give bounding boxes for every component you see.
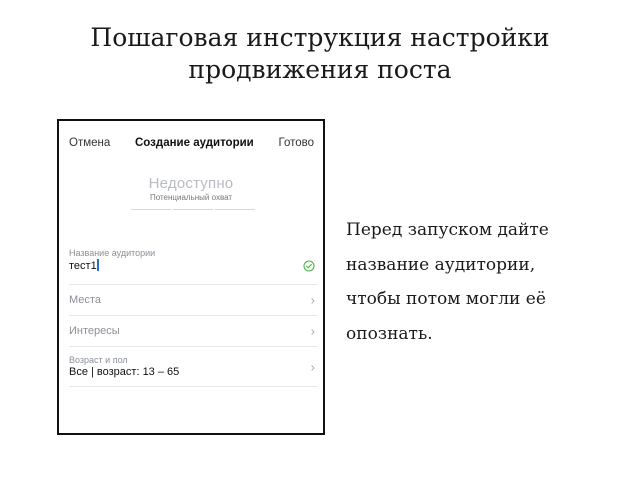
reach-divider	[131, 209, 255, 210]
slide-title-line-1: Пошаговая инструкция настройки	[90, 23, 550, 52]
interests-row[interactable]	[69, 316, 317, 347]
text-caret	[97, 259, 99, 271]
chevron-right-icon: ›	[310, 359, 315, 374]
navigation-bar	[59, 121, 323, 165]
slide-title	[0, 22, 640, 86]
slide-title-line-2: продвижения поста	[188, 55, 452, 84]
age-gender-label: Возраст и пол	[69, 355, 128, 365]
phone-screenshot	[57, 119, 325, 435]
places-label: Места	[69, 294, 101, 306]
places-row[interactable]	[69, 285, 317, 316]
slide-description	[346, 213, 636, 351]
reach-value: Недоступно	[148, 175, 234, 192]
audience-name-input[interactable]: тест1	[69, 260, 97, 272]
interests-label: Интересы	[69, 325, 120, 337]
description-line: Перед запуском дайте	[346, 220, 549, 240]
description-line: опознать.	[346, 323, 433, 344]
done-button[interactable]: Готово	[278, 137, 314, 149]
age-gender-row[interactable]	[69, 347, 317, 387]
check-circle-icon	[303, 260, 315, 272]
chevron-right-icon: ›	[310, 292, 315, 308]
audience-name-field[interactable]	[69, 248, 317, 285]
potential-reach	[59, 175, 323, 202]
cancel-button[interactable]: Отмена	[69, 137, 111, 149]
screen-title: Создание аудитории	[135, 137, 254, 149]
description-line: чтобы потом могли её	[346, 289, 546, 309]
chevron-right-icon: ›	[310, 323, 315, 339]
description-line: название аудитории,	[346, 254, 536, 275]
reach-caption: Потенциальный охват	[149, 193, 233, 202]
audience-name-label: Название аудитории	[69, 248, 156, 258]
age-gender-value: Все | возраст: 13 – 65	[69, 366, 180, 378]
